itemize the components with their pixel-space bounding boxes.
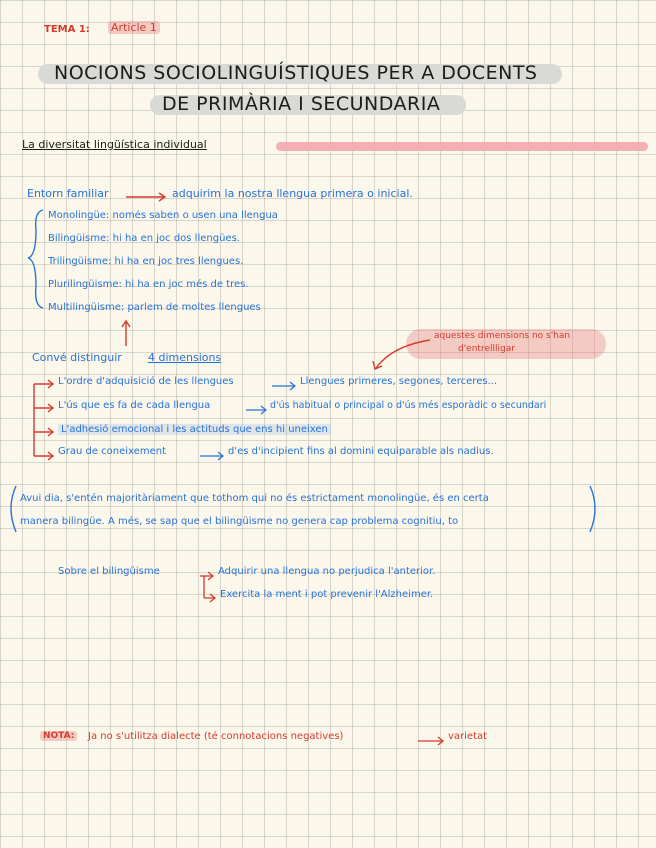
- type-item: Multilingüisme: parlem de moltes llengues: [48, 302, 261, 313]
- tema-label: TEMA 1:: [44, 24, 90, 35]
- arrow-up-icon: [122, 321, 130, 346]
- arrow-right-icon: [126, 193, 165, 201]
- note-bubble-line2: d'entrellligar: [458, 344, 515, 354]
- dimension-result: d'es d'incipient fins al domini equiparable als nadius.: [228, 446, 494, 457]
- dimension-label: L'adhesió emocional i les actituds que ens hi uneixen: [58, 424, 331, 435]
- paren-left: [11, 486, 16, 532]
- brace-icon: [28, 210, 43, 308]
- paragraph-line2: manera bilingüe. A més, se sap que el bilingüisme no genera cap problema cognitiu, to: [20, 516, 459, 527]
- bilinguisme-label: Sobre el bilingüisme: [58, 566, 160, 577]
- nota-text: Ja no s'utilitza dialecte (té connotacions negatives): [88, 731, 344, 742]
- dimension-label: L'ús que es fa de cada llengua: [58, 400, 211, 411]
- paragraph-line1: Avui dia, s'entén majoritàriament que tothom qui no és estrictament monolingüe, és en certa: [20, 493, 489, 504]
- arrow-right-icon: [418, 737, 443, 745]
- dimensions-bracket: [34, 380, 53, 460]
- dimensions-intro-count: 4 dimensions: [148, 351, 222, 364]
- bilinguisme-item: Exercita la ment i pot prevenir l'Alzheimer.: [220, 589, 434, 600]
- note-bubble-line1: aquestes dimensions no s'han: [434, 331, 571, 341]
- curved-arrow-icon: [373, 340, 430, 369]
- dimension-result: Llengues primeres, segones, terceres...: [300, 376, 498, 387]
- paren-right: [590, 486, 595, 532]
- dimensions-intro: Convé distinguir: [32, 351, 122, 364]
- page-title-line2: DE PRIMÀRIA I SECUNDARIA: [162, 93, 441, 115]
- dimension-label: L'ordre d'adquisició de les llengues: [58, 376, 234, 387]
- type-item: Plurilingüisme: hi ha en joc més de tres.: [48, 279, 249, 290]
- type-item: Monolingüe: només saben o usen una llengua: [48, 210, 278, 221]
- type-item: Trilingüisme: hi ha en joc tres llengues.: [48, 256, 244, 267]
- section-heading: La diversitat lingüística individual: [22, 138, 207, 151]
- dimension-label: Grau de coneixement: [58, 446, 166, 457]
- arrow-right-icon: [200, 382, 295, 460]
- bilinguisme-item: Adquirir una llengua no perjudica l'anterior.: [218, 566, 436, 577]
- entorn-label: Entorn familiar: [27, 187, 109, 200]
- type-item: Bilingüisme: hi ha en joc dos llengües.: [48, 233, 240, 244]
- dimension-result: d'ús habitual o principal o d'ús més esporàdic o secundari: [270, 400, 547, 411]
- nota-label: NOTA:: [40, 731, 77, 741]
- nota-result: varietat: [448, 731, 488, 742]
- entorn-result: adquirim la nostra llengua primera o inicial.: [172, 187, 413, 200]
- page-title-line1: NOCIONS SOCIOLINGUÍSTIQUES PER A DOCENTS: [54, 62, 538, 84]
- bilinguisme-branch: [200, 572, 215, 602]
- article-label: Article 1: [108, 21, 160, 34]
